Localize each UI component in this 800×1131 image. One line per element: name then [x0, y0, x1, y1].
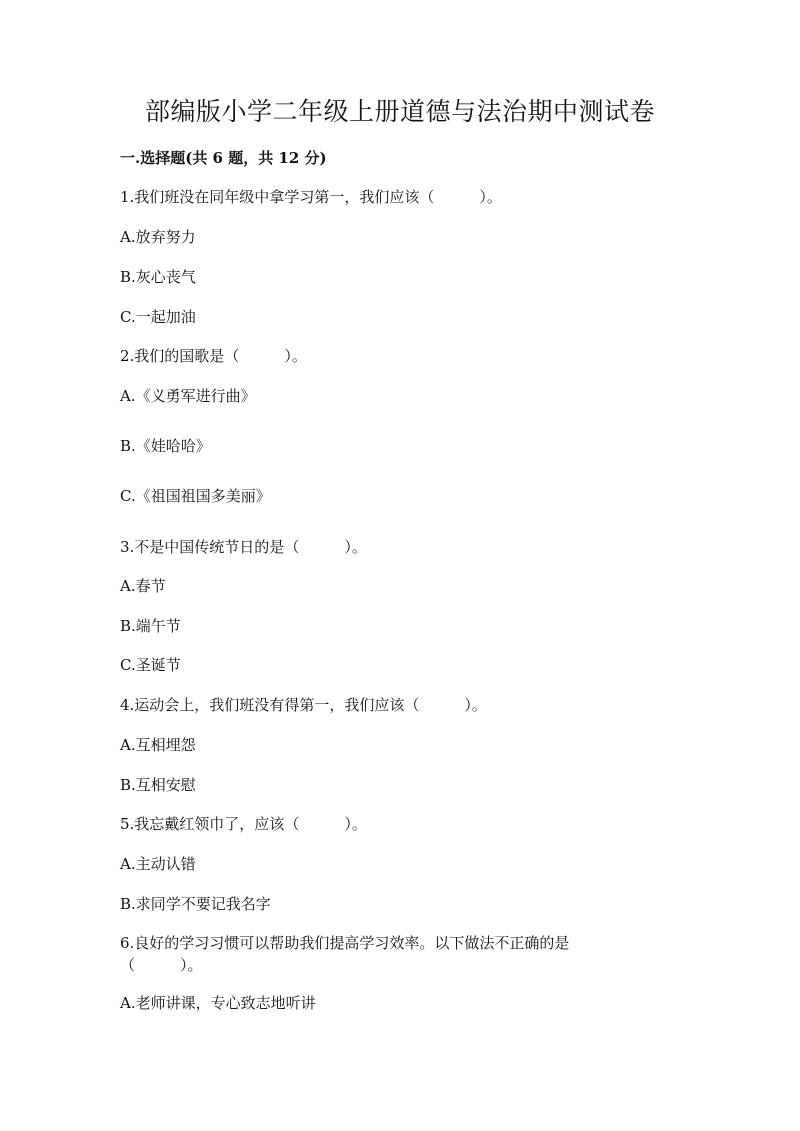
option-a: A.春节	[120, 577, 166, 595]
option-c: C.圣诞节	[120, 656, 181, 674]
section-heading: 一.选择题(共 6 题，共 12 分)	[120, 149, 327, 167]
question-stem: 4.运动会上，我们班没有得第一，我们应该（ ）。	[120, 696, 487, 714]
question-stem: 5.我忘戴红领巾了，应该（ ）。	[120, 815, 367, 833]
option-a: A.《义勇军进行曲》	[120, 387, 256, 405]
option-b: B.灰心丧气	[120, 268, 196, 286]
option-a: A.放弃努力	[120, 228, 196, 246]
option-b: B.端午节	[120, 617, 181, 635]
question-stem: 3.不是中国传统节日的是（ ）。	[120, 538, 367, 556]
option-b: B.《娃哈哈》	[120, 437, 211, 455]
exam-title: 部编版小学二年级上册道德与法治期中测试卷	[144, 97, 655, 126]
option-b: B.求同学不要记我名字	[120, 895, 271, 913]
option-c: C.《祖国祖国多美丽》	[120, 487, 271, 505]
option-a: A.互相埋怨	[120, 736, 196, 754]
option-a: A.老师讲课，专心致志地听讲	[120, 994, 316, 1012]
option-a: A.主动认错	[120, 855, 196, 873]
question-stem: 2.我们的国歌是（ ）。	[120, 347, 307, 365]
question-stem: 1.我们班没在同年级中拿学习第一，我们应该（ ）。	[120, 188, 502, 206]
option-c: C.一起加油	[120, 308, 196, 326]
option-b: B.互相安慰	[120, 776, 196, 794]
question-stem: 6.良好的学习习惯可以帮助我们提高学习效率。以下做法不正确的是（ ）。	[120, 934, 570, 974]
